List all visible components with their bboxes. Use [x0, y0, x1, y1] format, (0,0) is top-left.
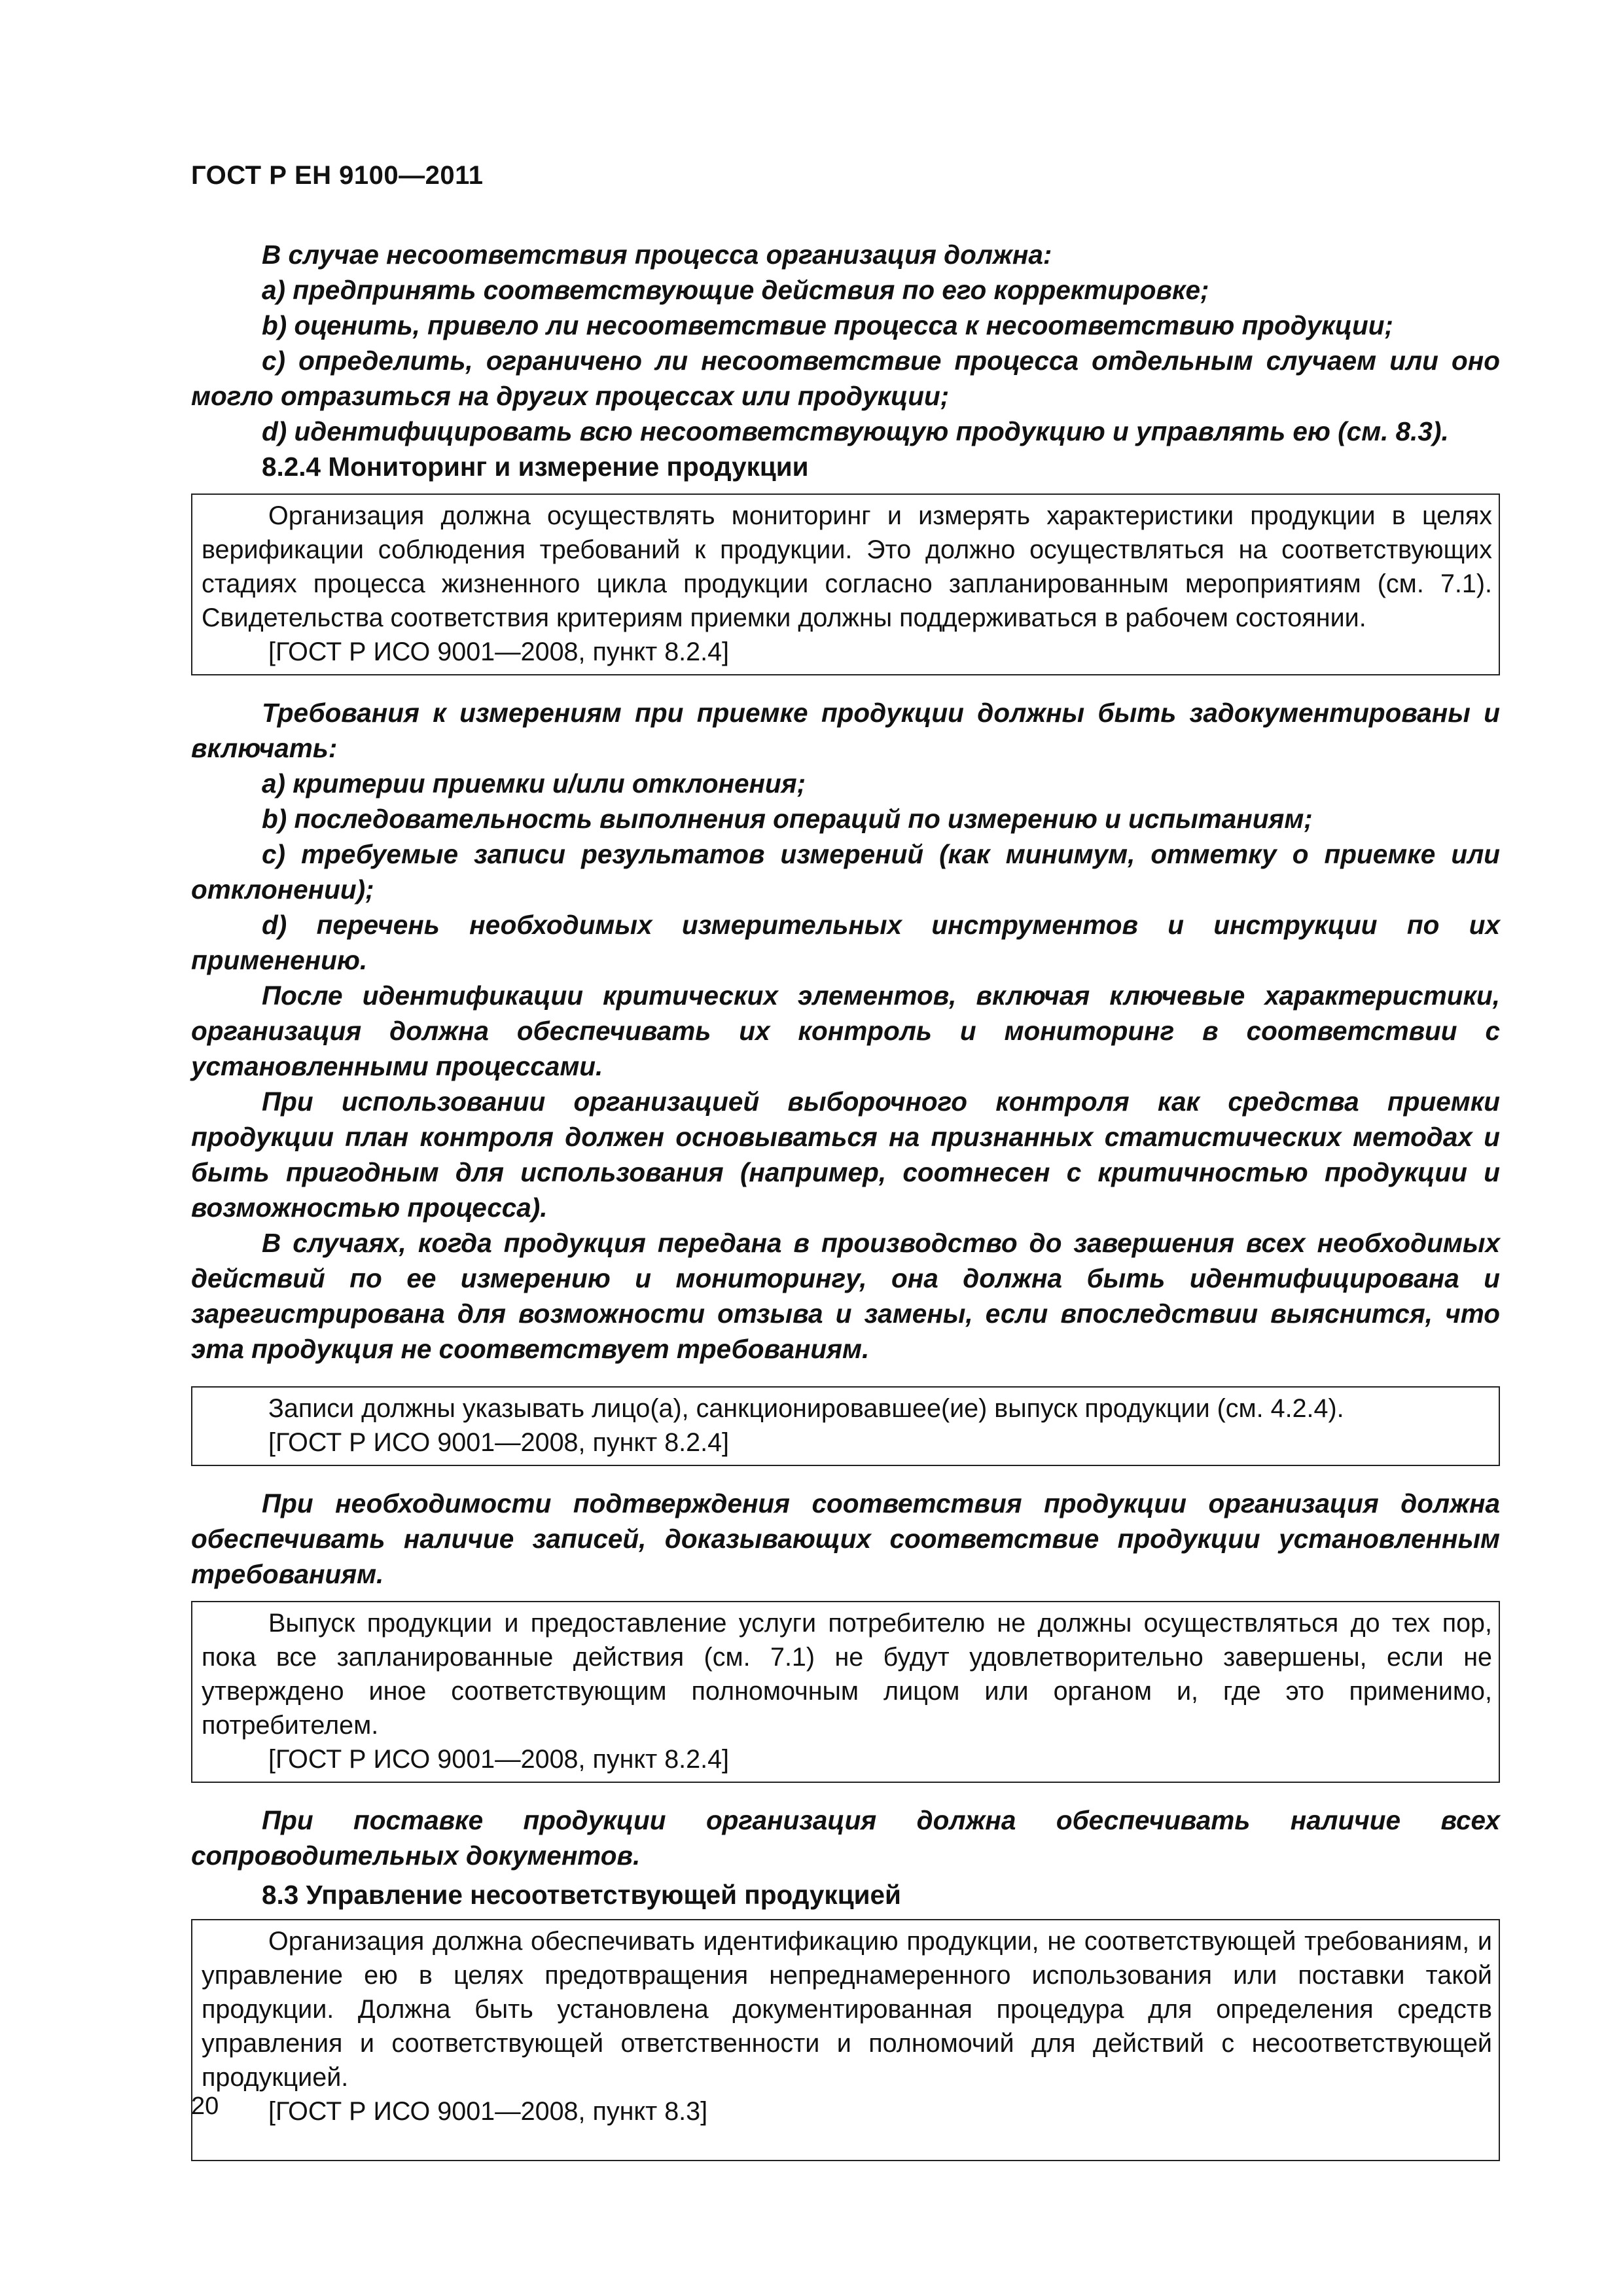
section-heading-8-3: 8.3 Управление несоответствующей продукцией	[262, 1880, 901, 1910]
intro-item-b: b) оценить, привело ли несоответствие процесса к несоответствию продукции;	[262, 310, 1393, 340]
quote-box-4	[191, 1919, 1500, 2161]
block4-paragraph: При поставке продукции организация должна обеспечивать наличие всех сопроводительных документов.	[191, 1805, 1500, 1871]
intro-paragraph: В случае несоответствия процесса организация должна:	[262, 240, 1052, 270]
intro-item-c: c) определить, ограничено ли несоответствие процесса отдельным случаем или оно могло отразиться на других процессах или продукции;	[191, 346, 1500, 411]
document-header: ГОСТ Р ЕН 9100—2011	[191, 161, 484, 190]
block2-paragraph-1: Требования к измерениям при приемке продукции должны быть задокументированы и включать:	[191, 698, 1500, 763]
quote-box-1-ref: [ГОСТ Р ИСО 9001—2008, пункт 8.2.4]	[268, 637, 730, 666]
block2-paragraph-critical: После идентификации критических элементов, включая ключевые характеристики, организация должна обеспечивать их контроль и мониторинг в соответствии с установленными процессами.	[191, 980, 1500, 1081]
page-content	[191, 237, 1500, 2161]
block2-item-b: b) последовательность выполнения операций по измерению и испытаниям;	[262, 804, 1313, 834]
quote-box-4-text: Организация должна обеспечивать идентификацию продукции, не соответствующей требованиям, и управление ею в целях предотвращения непреднамеренного использования или поставки такой продукции. Должна быть установлена документированная процедура для определения средств управления и соответствующей ответственности и полномочий для действий с несоответствующей продукцией.	[202, 1927, 1492, 2092]
block2-item-c: c) требуемые записи результатов измерений (как минимум, отметку о приемке или отклонении);	[191, 839, 1500, 905]
quote-box-2	[191, 1386, 1500, 1466]
quote-box-1-text: Организация должна осуществлять мониторинг и измерять характеристики продукции в целях верификации соблюдения требований к продукции. Это должно осуществляться на соответствующих стадиях процесса жизненного цикла продукции согласно запланированным мероприятиям (см. 7.1). Свидетельства соответствия критериям приемки должны поддерживаться в рабочем состоянии.	[202, 501, 1492, 632]
intro-item-d: d) идентифицировать всю несоответствующую продукцию и управлять ею (см. 8.3).	[262, 416, 1449, 446]
block2-paragraph-sampling: При использовании организацией выборочного контроля как средства приемки продукции план контроля должен основываться на признанных статистических методах и быть пригодным для использования (например, соотнесен с критичностью продукции и возможностью процесса).	[191, 1086, 1500, 1223]
quote-box-4-ref: [ГОСТ Р ИСО 9001—2008, пункт 8.3]	[268, 2097, 708, 2126]
quote-box-2-ref: [ГОСТ Р ИСО 9001—2008, пункт 8.2.4]	[268, 1428, 730, 1457]
block2-item-d: d) перечень необходимых измерительных инструментов и инструкции по их применению.	[191, 910, 1500, 975]
intro-item-a: a) предпринять соответствующие действия по его корректировке;	[262, 275, 1209, 305]
section-heading-8-2-4: 8.2.4 Мониторинг и измерение продукции	[262, 452, 809, 482]
block2-item-a: a) критерии приемки и/или отклонения;	[262, 768, 806, 798]
block3-paragraph: При необходимости подтверждения соответствия продукции организация должна обеспечивать наличие записей, доказывающих соответствие продукции установленным требованиям.	[191, 1488, 1500, 1589]
quote-box-2-text: Записи должны указывать лицо(а), санкционировавшее(ие) выпуск продукции (см. 4.2.4).	[268, 1394, 1344, 1423]
quote-box-3-text: Выпуск продукции и предоставление услуги потребителю не должны осуществляться до тех пор, пока все запланированные действия (см. 7.1) не будут удовлетворительно завершены, если не утверждено иное соответствующим полномочным лицом или органом и, где это применимо, потребителем.	[202, 1609, 1492, 1740]
quote-box-3	[191, 1601, 1500, 1783]
quote-box-1	[191, 493, 1500, 675]
page-number: 20	[191, 2092, 219, 2120]
quote-box-3-ref: [ГОСТ Р ИСО 9001—2008, пункт 8.2.4]	[268, 1745, 730, 1774]
block2-paragraph-release: В случаях, когда продукция передана в производство до завершения всех необходимых действий по ее измерению и мониторингу, она должна быть идентифицирована и зарегистрирована для возможности отзыва и замены, если впоследствии выяснится, что эта продукция не соответствует требованиям.	[191, 1228, 1500, 1364]
